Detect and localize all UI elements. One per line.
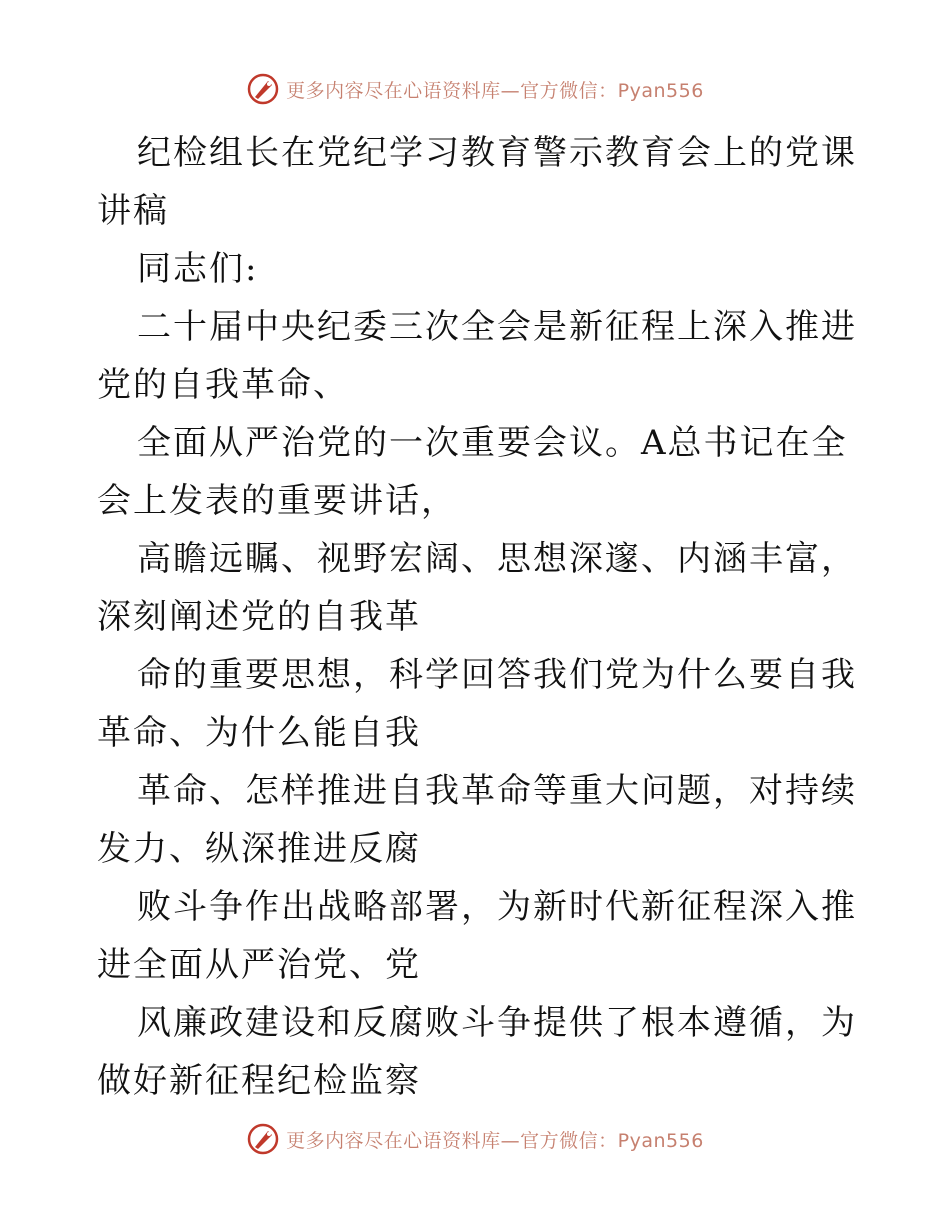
paragraph: 风廉政建设和反腐败斗争提供了根本遵循，为做好新征程纪检监察: [97, 1003, 857, 1101]
watermark-text: 更多内容尽在心语资料库—官方微信：Pyan556: [286, 1129, 704, 1152]
paragraph: 高瞻远瞩、视野宏阔、思想深邃、内涵丰富，深刻阐述党的自我革: [97, 539, 857, 637]
document-title: 纪检组长在党纪学习教育警示教育会上的党课讲稿: [97, 133, 857, 231]
salutation: 同志们:: [137, 249, 259, 289]
pen-nib-logo-icon: [246, 1122, 280, 1156]
paragraph: 全面从严治党的一次重要会议。A总书记在全会上发表的重要讲话，: [97, 423, 848, 521]
paragraph: 败斗争作出战略部署，为新时代新征程深入推进全面从严治党、党: [97, 887, 857, 985]
paragraph: 命的重要思想，科学回答我们党为什么要自我革命、为什么能自我: [97, 655, 857, 753]
header-watermark: [0, 72, 950, 106]
document-body: [97, 124, 857, 1110]
paragraph: 革命、怎样推进自我革命等重大问题，对持续发力、纵深推进反腐: [97, 771, 857, 869]
pen-nib-logo-icon: [246, 72, 280, 106]
watermark-text: 更多内容尽在心语资料库—官方微信：Pyan556: [286, 79, 704, 102]
footer-watermark: [0, 1122, 950, 1156]
paragraph: 二十届中央纪委三次全会是新征程上深入推进党的自我革命、: [97, 307, 857, 405]
